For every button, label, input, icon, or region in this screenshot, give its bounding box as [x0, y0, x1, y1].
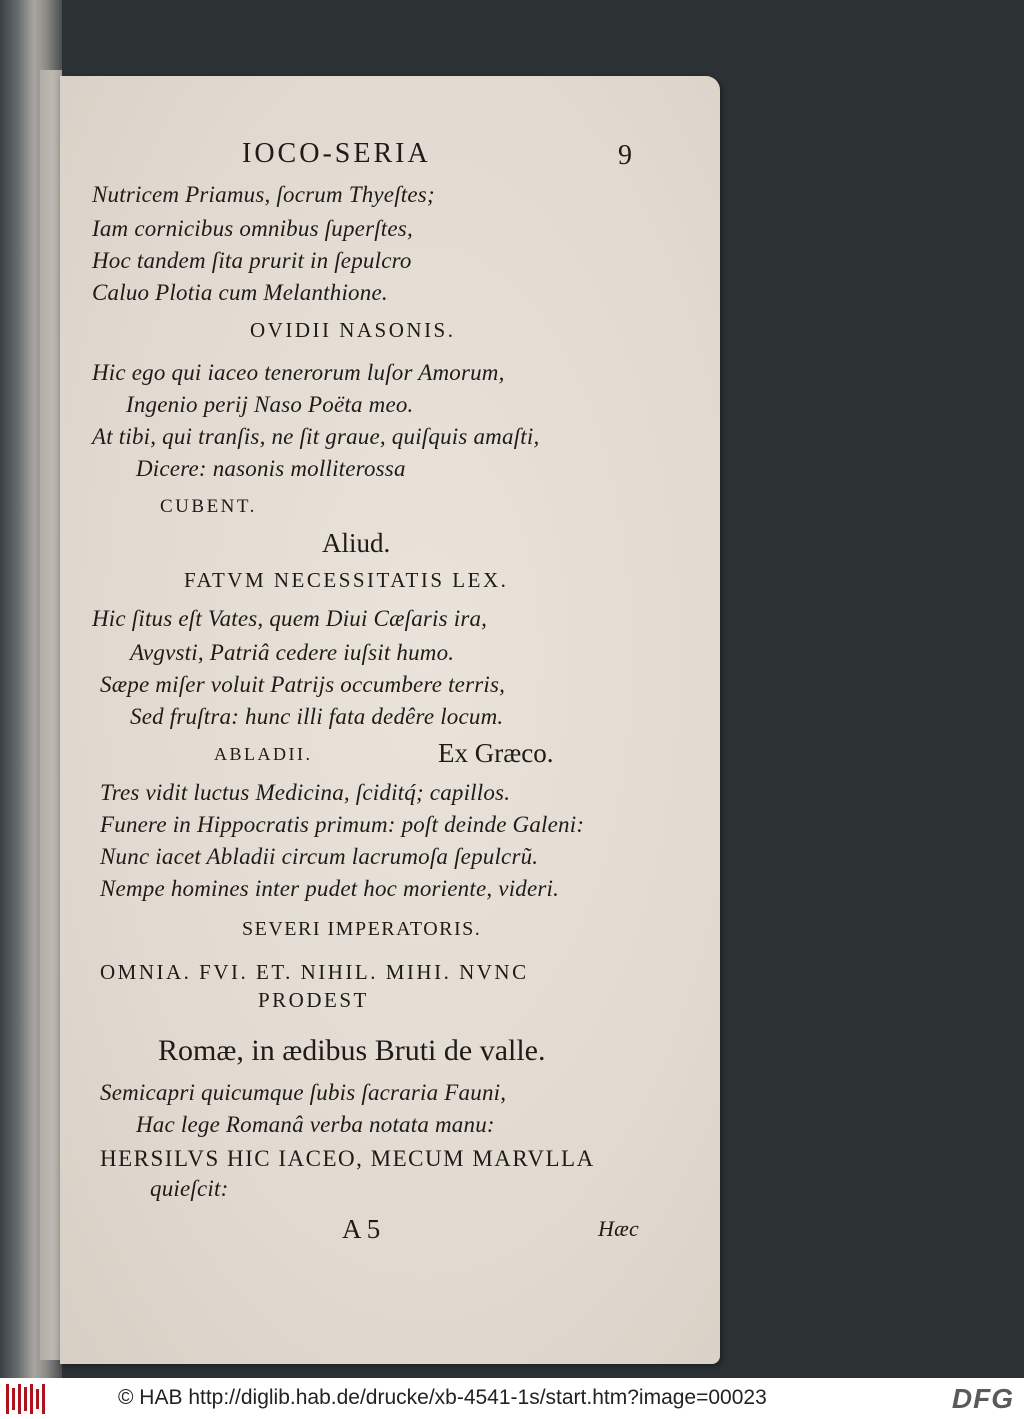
- text-line: Hac lege Romanâ verba notata manu:: [136, 1112, 495, 1137]
- text-line: Hic ſitus eſt Vates, quem Diui Cæſaris ira,: [92, 606, 488, 631]
- text-line: Caluo Plotia cum Melanthione.: [92, 280, 388, 305]
- text-line: Hoc tandem ſita prurit in ſepulcro: [92, 248, 412, 273]
- text-line: Nutricem Priamus, ſocrum Thyeſtes;: [92, 182, 435, 207]
- section-heading: OVIDII NASONIS.: [250, 318, 456, 342]
- catchword: Hæc: [598, 1216, 639, 1241]
- text-line: Tres vidit luctus Medicina, ſciditq́; capillos.: [100, 780, 511, 805]
- text-line: HERSILVS HIC IACEO, MECUM MARVLLA: [100, 1146, 595, 1171]
- section-heading: SEVERI IMPERATORIS.: [242, 918, 482, 940]
- page-number: 9: [618, 140, 632, 171]
- running-head: IOCO-SERIA: [242, 138, 431, 169]
- text-line: At tibi, qui tranſis, ne ſit graue, quiſquis amaſti,: [92, 424, 540, 449]
- text-line: Nunc iacet Abladii circum lacrumoſa ſepulcrũ.: [100, 844, 539, 869]
- hab-logo-icon: [6, 1384, 46, 1414]
- text-line: OMNIA. FVI. ET. NIHIL. MIHI. NVNC: [100, 960, 529, 984]
- book-page: [60, 76, 720, 1364]
- text-line: Dicere: nasonis molliterossa: [136, 456, 406, 481]
- text-line: Funere in Hippocratis primum: poſt deinde Galeni:: [100, 812, 585, 837]
- text-line: Avgvsti, Patriâ cedere iuſsit humo.: [130, 640, 455, 665]
- text-line: PRODEST: [258, 988, 369, 1012]
- text-line: Sæpe miſer voluit Patrijs occumbere terris,: [100, 672, 506, 697]
- text-line: CUBENT.: [160, 496, 257, 517]
- text-line: quieſcit:: [150, 1176, 229, 1201]
- section-heading: FATVM NECESSITATIS LEX.: [184, 568, 509, 592]
- text-line: Iam cornicibus omnibus ſuperſtes,: [92, 216, 413, 241]
- signature-mark: A 5: [342, 1214, 381, 1244]
- adjacent-page-sheet: [40, 70, 62, 1360]
- copyright-link[interactable]: © HAB http://diglib.hab.de/drucke/xb-4541-1s/start.htm?image=00023: [118, 1386, 767, 1409]
- text-line: Semicapri quicumque ſubis ſacraria Fauni,: [100, 1080, 507, 1105]
- footer-bar: [0, 1378, 1024, 1419]
- section-heading: Romæ, in ædibus Bruti de valle.: [158, 1034, 546, 1067]
- section-heading: Ex Græco.: [438, 738, 554, 768]
- text-line: Nempe homines inter pudet hoc moriente, videri.: [100, 876, 560, 901]
- section-heading: Aliud.: [322, 528, 391, 558]
- section-heading: ABLADII.: [214, 744, 313, 764]
- text-line: Ingenio perij Naso Poëta meo.: [126, 392, 414, 417]
- dfg-logo: DFG: [951, 1383, 1014, 1414]
- text-line: Hic ego qui iaceo tenerorum luſor Amorum,: [92, 360, 505, 385]
- text-line: Sed fruſtra: hunc illi fata dedêre locum.: [130, 704, 504, 729]
